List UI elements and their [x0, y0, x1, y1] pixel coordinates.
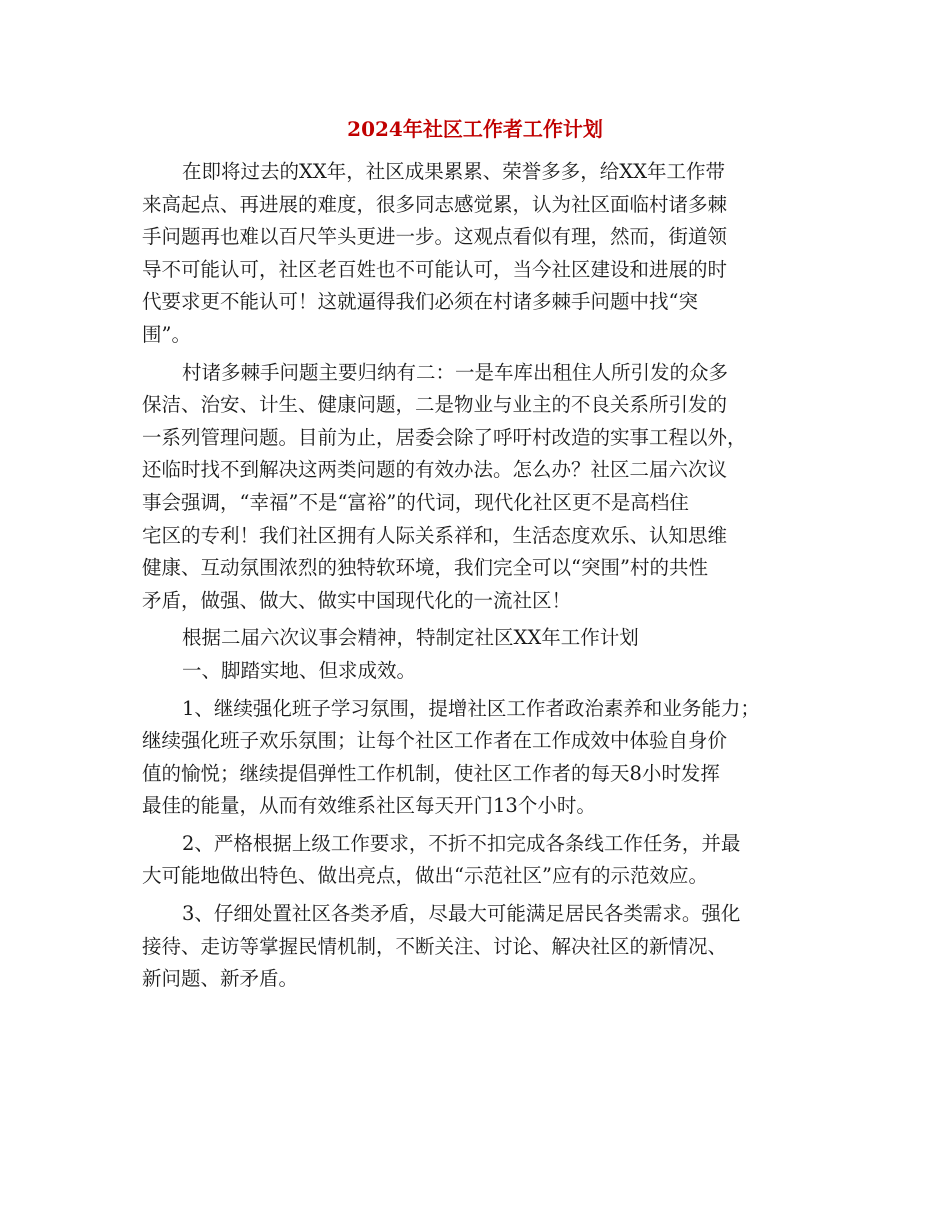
text-line: 代要求更不能认可！这就逼得我们必须在村诸多棘手问题中找“突 [142, 290, 698, 314]
document-body [142, 156, 822, 996]
text-line: 导不可能认可，社区老百姓也不可能认可，当今社区建设和进展的时 [142, 257, 728, 281]
text-line: 矛盾，做强、做大、做实中国现代化的一流社区！ [142, 588, 572, 612]
text-line: 还临时找不到解决这两类问题的有效办法。怎么办？社区二届六次议 [142, 458, 728, 482]
text-line: 一系列管理问题。目前为止，居委会除了呼吁村改造的实事工程以外， [142, 425, 747, 449]
document-title: 2024年社区工作者工作计划 [347, 117, 603, 141]
text-line: 事会强调，“幸福”不是“富裕”的代词，现代化社区更不是高档住 [142, 490, 689, 514]
section-heading: 一、脚踏实地、但求成效。 [182, 658, 417, 682]
text-line: 值的愉悦；继续提倡弹性工作机制，使社区工作者的每天8小时发挥 [142, 761, 720, 785]
text-line: 村诸多棘手问题主要归纳有二：一是车库出租住人所引发的众多 [182, 360, 729, 384]
text-line: 最佳的能量，从而有效维系社区每天开门13个小时。 [142, 794, 596, 818]
text-line: 1、继续强化班子学习氛围，提增社区工作者政治素养和业务能力； [182, 696, 760, 720]
text-line: 根据二届六次议事会精神，特制定社区XX年工作计划 [182, 626, 639, 650]
text-line: 宅区的专利！我们社区拥有人际关系祥和，生活态度欢乐、认知思维 [142, 523, 728, 547]
text-line: 来高起点、再进展的难度，很多同志感觉累，认为社区面临村诸多棘 [142, 192, 728, 216]
text-line: 健康、互动氛围浓烈的独特软环境，我们完全可以“突围”村的共性 [142, 556, 708, 580]
text-line: 保洁、治安、计生、健康问题，二是物业与业主的不良关系所引发的 [142, 393, 728, 417]
text-line: 新问题、新矛盾。 [142, 967, 299, 991]
text-line: 围”。 [142, 322, 191, 346]
text-line: 2、严格根据上级工作要求，不折不扣完成各条线工作任务，并最 [182, 831, 741, 855]
text-line: 大可能地做出特色、做出亮点，做出“示范社区”应有的示范效应。 [142, 864, 708, 888]
text-line: 手问题再也难以百尺竿头更进一步。这观点看似有理，然而，街道领 [142, 225, 728, 249]
text-line: 3、仔细处置社区各类矛盾，尽最大可能满足居民各类需求。强化 [182, 902, 741, 926]
text-line: 接待、走访等掌握民情机制，不断关注、讨论、解决社区的新情况、 [142, 934, 728, 958]
text-line: 继续强化班子欢乐氛围；让每个社区工作者在工作成效中体验自身价 [142, 729, 728, 753]
text-line: 在即将过去的XX年，社区成果累累、荣誉多多，给XX年工作带 [182, 160, 726, 183]
